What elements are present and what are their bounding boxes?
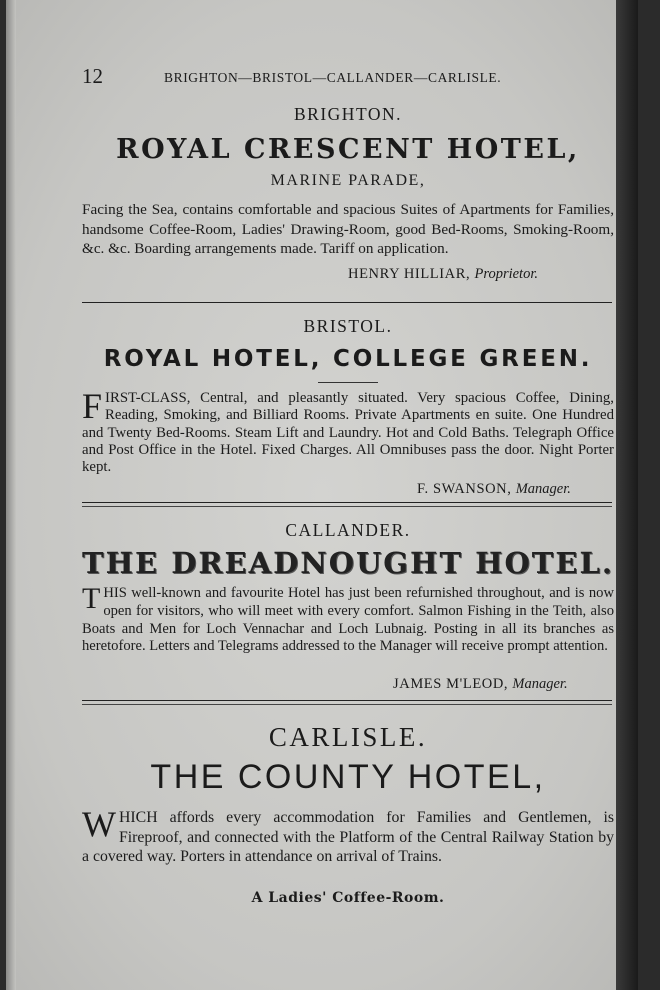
callander-manager-title: Manager. <box>512 676 568 692</box>
section-divider <box>82 700 612 705</box>
carlisle-city: CARLISLE. <box>268 722 428 752</box>
brighton-city: BRIGHTON. <box>294 104 402 124</box>
bristol-manager-name: F. SWANSON, <box>417 481 512 497</box>
short-divider <box>318 382 378 383</box>
page-number: 12 <box>82 64 103 88</box>
bristol-manager-title: Manager. <box>515 481 571 497</box>
callander-city: CALLANDER. <box>285 520 411 540</box>
carlisle-body: HICH affords every accommodation for Families and Gentlemen, is Fireproof, and connected with the Platform of the Central Railway Station by a covered way. Porters in attendance on arrival of Trains. <box>82 809 614 866</box>
carlisle-footer: A Ladies' Coffee-Room. <box>251 890 445 906</box>
bristol-hotel-name: ROYAL HOTEL, COLLEGE GREEN. <box>103 346 593 372</box>
bristol-manager <box>417 481 571 498</box>
book-page <box>6 0 638 990</box>
brighton-proprietor-name: HENRY HILLIAR, <box>348 266 471 282</box>
callander-description <box>82 582 614 669</box>
bristol-description <box>82 386 614 486</box>
brighton-proprietor-title: Proprietor. <box>474 266 538 282</box>
brighton-address: MARINE PARADE, <box>270 172 426 189</box>
carlisle-drop-cap: W <box>82 804 116 844</box>
bristol-body: IRST-CLASS, Central, and pleasantly situated. Very spacious Coffee, Dining, Reading, Smoking, and Billiard Rooms. Private Apartments en suite. One Hundred and Twenty Bed-Rooms. Steam Lift and Laundry. Hot and Cold Baths. Telegraph Office and Post Office in the Hotel. Fixed Charges. All Omnibuses pass the door. Night Porter kept. <box>82 390 614 476</box>
bristol-drop-cap: F <box>82 386 103 426</box>
carlisle-description <box>82 804 614 888</box>
section-divider <box>82 302 612 303</box>
callander-drop-cap: T <box>82 582 101 615</box>
running-title: BRIGHTON—BRISTOL—CALLANDER—CARLISLE. <box>164 70 502 85</box>
callander-hotel-name: THE DREADNOUGHT HOTEL. <box>82 546 614 580</box>
running-header <box>82 64 614 88</box>
page-gutter <box>6 0 16 990</box>
callander-manager-name: JAMES M'LEOD, <box>393 676 509 692</box>
bristol-city: BRISTOL. <box>303 316 393 336</box>
section-divider <box>82 502 612 507</box>
brighton-body: Facing the Sea, contains comfortable and spacious Suites of Apartments for Families, handsome Coffee-Room, Ladies' Drawing-Room, good Bed-Rooms, Smoking-Room, &c. &c. Boarding arrangements made. Tariff on application. <box>82 201 614 257</box>
carlisle-hotel-name: THE COUNTY HOTEL, <box>150 758 546 796</box>
brighton-proprietor <box>348 266 538 283</box>
callander-body: HIS well-known and favourite Hotel has just been refurnished throughout, and is now open for visitors, who will meet with every comfort. Salmon Fishing in the Teith, also Boats and Men for Loch Vennachar and Loch Lubnaig. Posting in all its branches as heretofore. Letters and Telegrams addressed to the Manager will receive prompt attention. <box>82 585 614 655</box>
page-edge <box>616 0 638 990</box>
brighton-hotel-name: ROYAL CRESCENT HOTEL, <box>116 134 580 165</box>
callander-manager <box>393 676 568 693</box>
